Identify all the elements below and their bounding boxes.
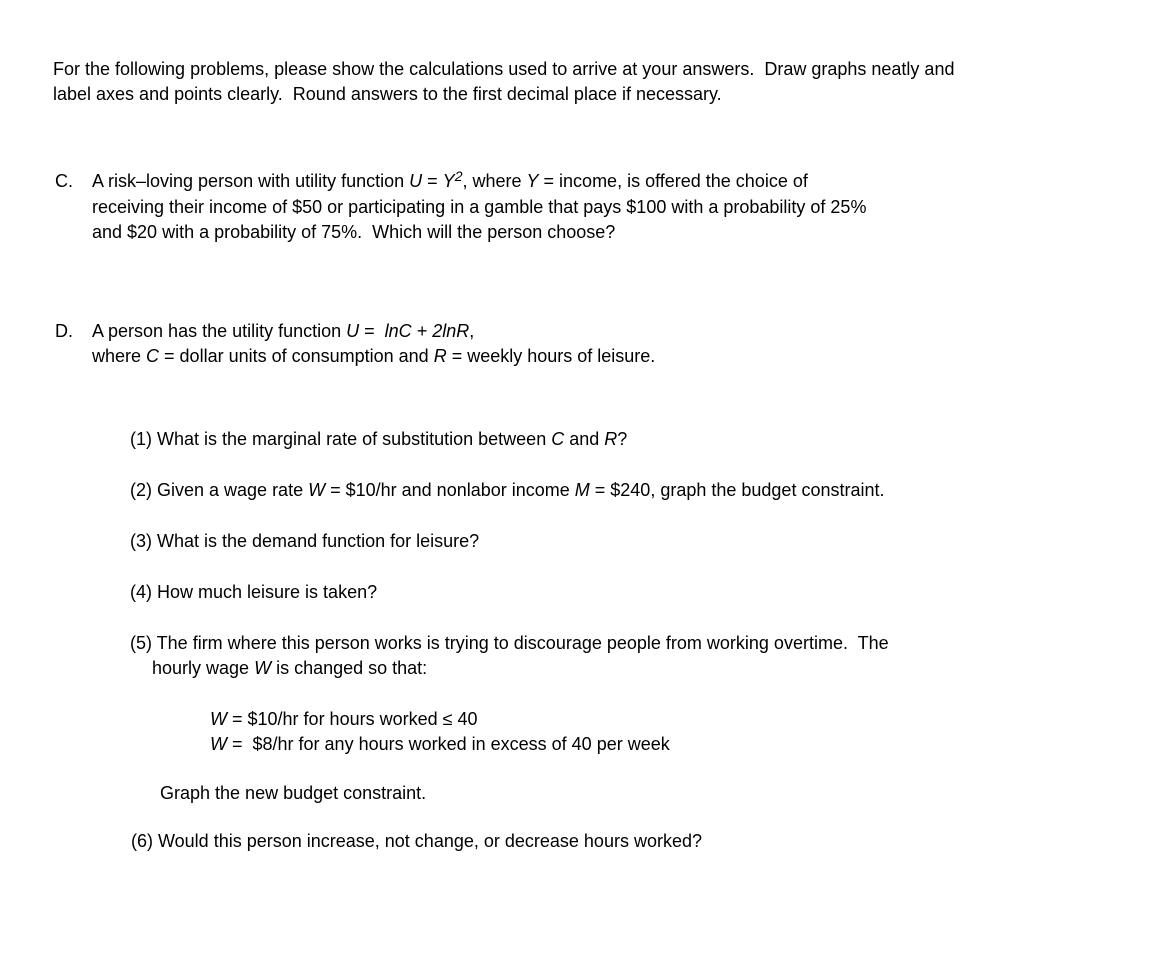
math-variable: C <box>146 346 160 366</box>
problem-c <box>55 169 866 245</box>
math-variable: lnC + 2lnR <box>384 321 470 341</box>
math-variable: C <box>551 429 565 449</box>
text-segment: = $10/hr for hours worked ≤ 40 <box>227 709 478 729</box>
problem-c-text <box>92 169 866 245</box>
text-segment: (5) The firm where this person works is trying to discourage people from working overtime. The <box>130 633 889 653</box>
subquestion-2 <box>130 478 884 503</box>
math-variable: R <box>604 429 618 449</box>
text-line <box>92 220 866 245</box>
text-segment: A risk–loving person with utility function <box>92 171 410 191</box>
math-variable: W <box>210 709 227 729</box>
text-segment: A person has the utility function <box>92 321 347 341</box>
text-line <box>130 529 479 554</box>
text-line <box>210 707 670 732</box>
text-line <box>92 319 655 344</box>
text-line <box>160 781 426 806</box>
subquestion-5 <box>130 631 889 681</box>
problem-d <box>55 319 655 369</box>
math-variable: U <box>409 171 423 191</box>
text-line <box>130 656 889 681</box>
text-segment: = dollar units of consumption and <box>159 346 434 366</box>
problem-d-text <box>92 319 655 369</box>
text-segment: (4) How much leisure is taken? <box>130 582 378 602</box>
subquestion-1 <box>130 427 627 452</box>
text-segment: (2) Given a wage rate <box>130 480 309 500</box>
text-segment: = <box>422 171 443 191</box>
text-segment: = $8/hr for any hours worked in excess of 40 per week <box>227 734 670 754</box>
text-segment: (6) Would this person increase, not change, or decrease hours worked? <box>131 831 702 851</box>
text-line <box>53 57 954 82</box>
text-segment: is changed so that: <box>271 658 428 678</box>
wage-schedule <box>210 707 670 757</box>
math-variable: W <box>308 480 326 500</box>
text-segment: ? <box>617 429 628 449</box>
problem-c-label: C. <box>55 171 73 191</box>
text-line <box>92 344 655 369</box>
text-segment: For the following problems, please show the calculations used to arrive at your answers. Draw graphs neatly and <box>53 59 955 79</box>
math-variable: W <box>210 734 227 754</box>
math-variable: U <box>346 321 360 341</box>
subquestion-6 <box>131 829 702 854</box>
superscript-segment: 2 <box>454 168 463 184</box>
subquestion-3 <box>130 529 479 554</box>
math-variable: R <box>433 346 447 366</box>
text-segment: label axes and points clearly. Round answers to the first decimal place if necessary. <box>53 84 722 104</box>
text-line <box>130 631 889 656</box>
text-segment: = <box>359 321 385 341</box>
text-line <box>92 169 866 195</box>
text-segment: and <box>564 429 605 449</box>
text-segment: hourly wage <box>152 658 255 678</box>
text-segment: = income, is offered the choice of <box>538 171 808 191</box>
text-segment: where <box>92 346 147 366</box>
text-line <box>130 427 627 452</box>
text-line <box>210 732 670 757</box>
math-variable: Y <box>526 171 539 191</box>
text-segment: and $20 with a probability of 75%. Which will the person choose? <box>92 222 616 242</box>
problem-d-label: D. <box>55 321 73 341</box>
text-segment: (3) What is the demand function for leisure? <box>130 531 480 551</box>
text-segment: , where <box>462 171 527 191</box>
text-segment: receiving their income of $50 or participating in a gamble that pays $100 with a probability of 25% <box>92 197 867 217</box>
text-line <box>130 580 377 605</box>
text-line <box>53 82 954 107</box>
text-segment: = $10/hr and nonlabor income <box>325 480 575 500</box>
text-line <box>92 195 866 220</box>
graph-instruction <box>160 781 426 806</box>
text-segment: (1) What is the marginal rate of substitution between <box>130 429 552 449</box>
instructions-paragraph <box>53 57 954 107</box>
text-segment: Graph the new budget constraint. <box>160 783 427 803</box>
math-variable: Y <box>442 171 455 191</box>
text-segment: , <box>469 321 475 341</box>
subquestion-4 <box>130 580 377 605</box>
text-line <box>130 478 884 503</box>
math-variable: M <box>574 480 590 500</box>
text-line <box>131 829 702 854</box>
math-variable: W <box>254 658 272 678</box>
text-segment: = weekly hours of leisure. <box>446 346 656 366</box>
text-segment: = $240, graph the budget constraint. <box>589 480 885 500</box>
